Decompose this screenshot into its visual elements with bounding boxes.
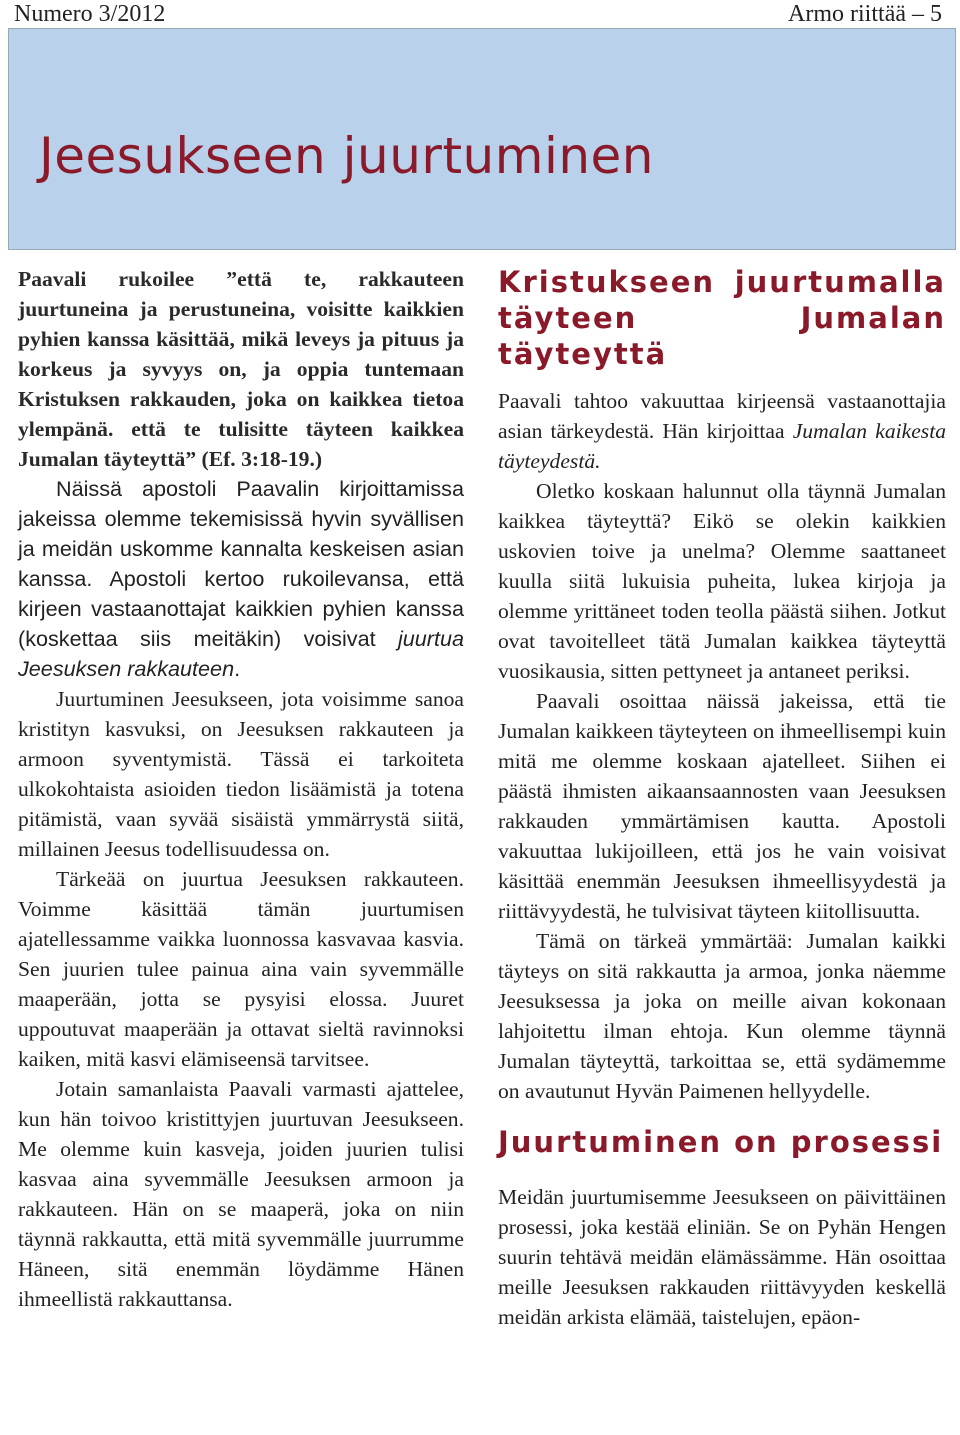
paragraph: Meidän juurtumisemme Jeesukseen on päivittäinen prosessi, joka kestää eliniän. Se on Pyhän Hengen suurin tehtävä meidän elämässämme. Hän osoittaa meille Jeesuksen rakkauden riittävyyden keskellä meidän arkista elämää, taistelujen, epäon- <box>498 1185 946 1329</box>
right-column <box>498 264 946 1332</box>
article-title: Jeesukseen juurtuminen <box>39 127 654 185</box>
section-heading: Juurtuminen on prosessi <box>498 1125 944 1159</box>
paragraph: Oletko koskaan halunnut olla täynnä Jumalan kaikkea täyteyttä? Eikö se olekin kaikkien uskovien toive ja unelma? Olemme saattaneet kuulla siitä lukuisia puheita, lukea kirjoja ja olemme yrittäneet toden teolla päästä siihen. Jotkut ovat tavoitelleet tätä Jumalan kaikkea täyteyttä vuosikausia, sitten pettyneet ja antaneet periksi. <box>498 479 946 683</box>
title-banner <box>8 28 956 250</box>
page-label: Armo riittää – 5 <box>788 1 942 27</box>
left-column <box>18 264 464 1314</box>
paragraph: Jotain samanlaista Paavali varmasti ajattelee, kun hän toivoo kristittyjen juurtuvan Jeesukseen. Me olemme kuin kasveja, joiden juurien tulisi kasvaa aina syvemmälle Jeesuksen armoon ja rakkauteen. Hän on se maaperä, joka on niin täynnä rakkautta, että mitä syvemmälle juurrumme Häneen, sitä enemmän löydämme Hänen ihmeellistä rakkauttansa. <box>18 1077 464 1311</box>
emphasis: Jumalan kaikesta täyteydestä. <box>498 419 947 473</box>
issue-number: Numero 3/2012 <box>14 1 166 27</box>
scripture-quote: Paavali rukoilee ”että te, rakkauteen juurtuneina ja perustuneina, voisitte kaikkien pyhien kanssa käsittää, mikä leveys ja pituus ja korkeus ja syvyys on, ja oppia tuntemaan Kristuksen rakkauden, joka on kaikkea tietoa ylempänä. että te tulisitte täyteen kaikkea Jumalan täyteyttä” (Ef. 3:18-19.) <box>18 267 464 471</box>
paragraph: Juurtuminen Jeesukseen, jota voisimme sanoa kristityn kasvuksi, on Jeesuksen rakkauteen ja armoon syventymistä. Tässä ei tarkoiteta ulkokohtaista asioiden tiedon lisäämistä ja totena pitämistä, vaan syvää sisäistä ymmärrystä siitä, millainen Jeesus todellisuudessa on. <box>18 687 464 861</box>
paragraph: Tärkeää on juurtua Jeesuksen rakkauteen. Voimme käsittää tämän juurtumisen ajatellessamme vaikka luonnossa kasvavaa kasvia. Sen juurien tulee painua aina vain syvemmälle maaperään, jotta se pysyisi elossa. Juuret uppoutuvat maaperään ja ottavat sieltä ravinnoksi kaiken, mitä kasvi elämiseensä tarvitsee. <box>18 867 464 1071</box>
paragraph: Paavali tahtoo vakuuttaa kirjeensä vastaanottajia asian tärkeydestä. Hän kirjoittaa Jumalan kaikesta täyteydestä. <box>498 389 947 473</box>
paragraph: Paavali osoittaa näissä jakeissa, että tie Jumalan kaikkeen täyteyteen on ihmeellisempi kuin mitä me olemme koskaan ajatelleet. Siihen ei päästä ihmisten aikaansaannosten vaan Jeesuksen rakkauden ymmärtämisen kautta. Apostoli vakuuttaa lukijoilleen, että jos he vain voisivat käsittää enemmän Jeesuksen ihmeellisyydestä ja riittävyydestä, he tulvisivat täyteen kiitollisuutta. <box>498 689 946 923</box>
paragraph: Tämä on tärkeä ymmärtää: Jumalan kaikki täyteys on sitä rakkautta ja armoa, jonka näemme Jeesuksessa ja joka on meille aivan kokonaan lahjoitettu ilman ehtoja. Kun olemme täynnä Jumalan täyteyttä, tarkoittaa se, että sydämemme on avautunut Hyvän Paimenen hellyydelle. <box>498 929 946 1103</box>
paragraph: Näissä apostoli Paavalin kirjoittamissa jakeissa olemme tekemisissä hyvin syvällisen ja meidän uskomme kannalta keskeisen asian kanssa. Apostoli kertoo rukoilevansa, että kirjeen vastaanottajat kaikkien pyhien kanssa (koskettaa siis meitäkin) voisivat juurtua Jeesuksen rakkauteen. <box>18 476 464 681</box>
emphasis: juurtua Jeesuksen rakkauteen <box>18 626 464 681</box>
page-header <box>0 0 960 28</box>
section-heading: Kristukseen juurtumalla täyteen Jumalan täyteyttä <box>498 265 946 371</box>
